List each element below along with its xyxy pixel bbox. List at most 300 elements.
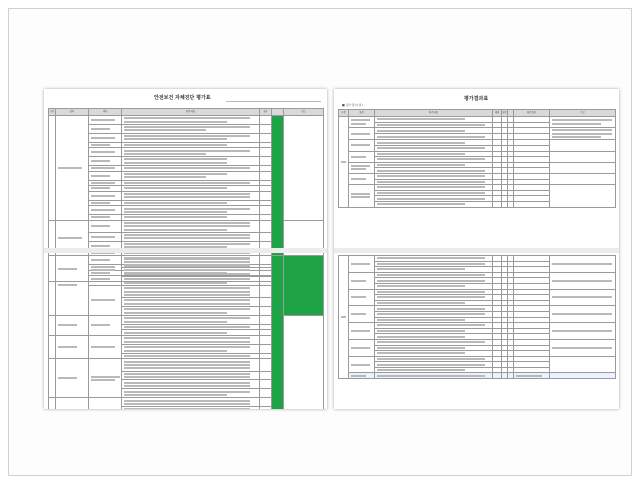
text-line bbox=[351, 168, 366, 170]
text-line bbox=[351, 165, 370, 167]
text-line bbox=[124, 243, 250, 245]
table-cell bbox=[514, 373, 550, 379]
text-line bbox=[377, 158, 485, 160]
text-line bbox=[124, 261, 250, 263]
text-line bbox=[552, 313, 612, 315]
table-cell bbox=[122, 157, 260, 166]
text-line bbox=[377, 291, 485, 293]
table-cell bbox=[260, 220, 272, 232]
text-line bbox=[552, 123, 601, 125]
table-cell bbox=[89, 191, 122, 200]
text-line bbox=[124, 321, 227, 323]
text-line bbox=[91, 379, 115, 381]
text-line bbox=[351, 119, 370, 121]
text-line bbox=[124, 150, 250, 152]
text-line bbox=[377, 186, 485, 188]
text-line bbox=[377, 302, 465, 304]
text-line bbox=[58, 346, 77, 348]
table-cell bbox=[122, 256, 260, 268]
table-cell bbox=[260, 389, 272, 398]
text-line bbox=[91, 236, 115, 238]
table-header-row bbox=[49, 109, 324, 116]
table-cell bbox=[260, 133, 272, 142]
table-cell bbox=[550, 306, 616, 323]
table-cell bbox=[89, 171, 122, 180]
text-line bbox=[351, 123, 366, 125]
table-cell bbox=[349, 256, 375, 273]
text-line bbox=[377, 192, 485, 194]
table-cell bbox=[122, 398, 260, 407]
text-line bbox=[91, 128, 110, 130]
table-cell bbox=[550, 339, 616, 356]
table-cell bbox=[260, 191, 272, 200]
text-line bbox=[124, 208, 250, 210]
table-cell bbox=[56, 336, 89, 359]
table-cell bbox=[349, 373, 375, 379]
text-line bbox=[377, 347, 465, 349]
text-line bbox=[377, 336, 465, 338]
text-line bbox=[91, 144, 110, 146]
text-line bbox=[124, 332, 227, 334]
text-line bbox=[124, 291, 250, 293]
text-line bbox=[351, 144, 370, 146]
table-cell bbox=[122, 380, 260, 389]
table-cell bbox=[550, 173, 616, 184]
header-cell bbox=[272, 109, 284, 116]
table-cell bbox=[89, 285, 122, 315]
table-cell bbox=[349, 323, 375, 340]
table-cell bbox=[550, 117, 616, 128]
table-cell bbox=[550, 151, 616, 162]
text-line bbox=[351, 347, 370, 349]
table-cell bbox=[122, 344, 260, 353]
result-sheet bbox=[334, 89, 619, 409]
table-cell bbox=[56, 359, 89, 398]
header-cell: 항목 bbox=[56, 109, 89, 116]
text-line bbox=[377, 274, 485, 276]
text-line bbox=[377, 324, 485, 326]
text-line bbox=[124, 196, 250, 198]
text-line bbox=[124, 202, 227, 204]
text-line bbox=[377, 118, 465, 120]
table-cell bbox=[550, 323, 616, 340]
text-line bbox=[124, 225, 250, 227]
text-line bbox=[124, 361, 250, 363]
text-line bbox=[124, 187, 227, 189]
text-line bbox=[552, 330, 612, 332]
text-line bbox=[91, 119, 115, 121]
text-line bbox=[124, 216, 227, 218]
text-line bbox=[124, 167, 250, 169]
table-cell bbox=[349, 173, 375, 184]
text-line bbox=[377, 375, 485, 377]
table-cell bbox=[89, 359, 122, 398]
table-cell bbox=[349, 151, 375, 162]
table-cell bbox=[284, 315, 324, 409]
header-cell: 배점 bbox=[493, 110, 502, 117]
text-line bbox=[377, 203, 465, 205]
text-line bbox=[351, 296, 366, 298]
text-line bbox=[124, 121, 227, 123]
table-cell bbox=[260, 380, 272, 389]
table-cell bbox=[49, 256, 56, 316]
text-line bbox=[377, 330, 465, 332]
header-cell: 점수 bbox=[502, 110, 508, 117]
table-cell bbox=[122, 407, 260, 409]
table-cell bbox=[550, 185, 616, 207]
table-cell bbox=[122, 133, 260, 142]
header-cell: 비고 bbox=[284, 109, 324, 116]
text-line bbox=[351, 133, 370, 135]
text-line bbox=[124, 278, 250, 280]
text-line bbox=[91, 187, 110, 189]
text-line bbox=[124, 364, 250, 366]
table-cell bbox=[122, 315, 260, 324]
text-line bbox=[377, 198, 485, 200]
table-cell bbox=[260, 359, 272, 371]
text-line bbox=[91, 182, 115, 184]
text-line bbox=[124, 341, 250, 343]
text-line bbox=[377, 285, 465, 287]
header-cell: 평가결과 bbox=[514, 110, 550, 117]
text-line bbox=[351, 263, 370, 265]
result-table-continued bbox=[338, 255, 616, 379]
text-line bbox=[552, 280, 612, 282]
text-line bbox=[124, 350, 227, 352]
table-cell bbox=[122, 148, 260, 157]
text-line bbox=[351, 196, 370, 198]
table-cell bbox=[89, 220, 122, 232]
table-cell bbox=[349, 185, 375, 207]
text-line bbox=[124, 376, 250, 378]
table-cell bbox=[349, 128, 375, 140]
text-line bbox=[377, 364, 485, 366]
text-line bbox=[91, 175, 110, 177]
table-cell bbox=[284, 116, 324, 221]
table-cell bbox=[260, 298, 272, 307]
text-line bbox=[552, 263, 612, 265]
table-cell bbox=[550, 140, 616, 151]
text-line bbox=[124, 355, 250, 357]
text-line bbox=[58, 324, 77, 326]
text-line bbox=[91, 299, 115, 301]
table-cell bbox=[122, 191, 260, 200]
table-cell bbox=[49, 116, 56, 221]
text-line bbox=[351, 280, 366, 282]
table-cell bbox=[56, 398, 89, 409]
text-line bbox=[552, 296, 612, 298]
table-cell bbox=[550, 256, 616, 273]
text-line bbox=[124, 400, 250, 402]
table-cell bbox=[89, 148, 122, 157]
total-row bbox=[339, 373, 616, 379]
text-line bbox=[124, 173, 227, 175]
table-cell bbox=[260, 336, 272, 345]
text-line bbox=[377, 147, 485, 149]
text-line bbox=[124, 408, 250, 409]
table-cell bbox=[260, 315, 272, 324]
table-cell bbox=[339, 117, 349, 208]
text-line bbox=[552, 119, 612, 121]
table-cell bbox=[260, 407, 272, 409]
text-line bbox=[377, 358, 485, 360]
table-cell bbox=[260, 344, 272, 353]
table-cell bbox=[375, 373, 493, 379]
table-cell bbox=[122, 268, 260, 277]
table-cell bbox=[122, 371, 260, 380]
text-line bbox=[124, 269, 250, 271]
text-line bbox=[377, 268, 465, 270]
text-line bbox=[351, 364, 370, 366]
text-line bbox=[91, 167, 115, 169]
table-cell bbox=[493, 373, 502, 379]
table-cell bbox=[122, 220, 260, 232]
text-line bbox=[351, 193, 370, 195]
table-cell bbox=[260, 371, 272, 380]
table-cell bbox=[260, 116, 272, 125]
text-line bbox=[124, 303, 250, 305]
text-line bbox=[377, 136, 485, 138]
text-line bbox=[91, 376, 120, 378]
text-line bbox=[91, 216, 110, 218]
table-cell bbox=[122, 359, 260, 371]
header-cell: 평가내용 bbox=[122, 109, 260, 116]
text-line bbox=[351, 330, 370, 332]
header-note bbox=[226, 101, 321, 102]
text-line bbox=[377, 170, 485, 172]
text-line bbox=[124, 294, 250, 296]
text-line bbox=[377, 124, 485, 126]
text-line bbox=[377, 263, 485, 265]
table-cell bbox=[260, 206, 272, 215]
text-line bbox=[351, 178, 366, 180]
table-cell bbox=[122, 285, 260, 297]
text-line bbox=[124, 317, 250, 319]
table-row bbox=[49, 116, 324, 125]
table-cell bbox=[122, 206, 260, 215]
table-cell bbox=[122, 336, 260, 345]
text-line bbox=[58, 167, 82, 169]
text-line bbox=[124, 299, 250, 301]
text-line bbox=[124, 308, 250, 310]
text-line bbox=[341, 161, 346, 163]
table-cell bbox=[349, 162, 375, 173]
text-line bbox=[377, 175, 485, 177]
table-cell bbox=[89, 124, 122, 133]
table-cell bbox=[89, 133, 122, 142]
text-line bbox=[124, 257, 250, 259]
text-line bbox=[124, 385, 250, 387]
page-break bbox=[44, 248, 327, 253]
text-line bbox=[377, 319, 465, 321]
text-line bbox=[124, 193, 250, 195]
table-cell bbox=[284, 256, 324, 316]
table-cell bbox=[349, 356, 375, 373]
text-line bbox=[91, 195, 115, 197]
text-line bbox=[91, 245, 110, 247]
text-line bbox=[124, 153, 206, 155]
text-line bbox=[516, 375, 542, 377]
text-line bbox=[91, 324, 110, 326]
text-line bbox=[91, 209, 115, 211]
text-line bbox=[124, 391, 250, 393]
text-line bbox=[91, 151, 115, 153]
table-cell bbox=[550, 162, 616, 173]
header-cell: 구분 bbox=[339, 110, 349, 117]
text-line bbox=[341, 316, 346, 318]
text-line bbox=[124, 234, 250, 236]
table-cell bbox=[260, 171, 272, 180]
table-cell bbox=[550, 272, 616, 289]
evaluation-sheet bbox=[44, 89, 327, 409]
table-cell bbox=[349, 140, 375, 151]
text-line bbox=[552, 133, 612, 135]
text-line bbox=[351, 156, 366, 158]
text-line bbox=[124, 237, 250, 239]
text-line bbox=[124, 394, 227, 396]
header-cell: 점수 bbox=[260, 109, 272, 116]
table-cell bbox=[375, 201, 493, 207]
table-cell bbox=[49, 315, 56, 335]
text-line bbox=[91, 137, 115, 139]
text-line bbox=[124, 382, 250, 384]
text-line bbox=[552, 129, 612, 131]
text-line bbox=[58, 377, 77, 379]
table-cell bbox=[89, 206, 122, 215]
table-cell bbox=[56, 315, 89, 335]
text-line bbox=[377, 308, 485, 310]
table-cell bbox=[260, 232, 272, 241]
text-line bbox=[58, 237, 82, 239]
header-cell: 세부 bbox=[89, 109, 122, 116]
text-line bbox=[124, 182, 250, 184]
text-line bbox=[377, 153, 465, 155]
table-cell bbox=[122, 232, 260, 241]
text-line bbox=[124, 264, 250, 266]
text-line bbox=[124, 337, 250, 339]
text-line bbox=[124, 144, 227, 146]
text-line bbox=[91, 225, 110, 227]
table-cell bbox=[349, 272, 375, 289]
table-row bbox=[49, 256, 324, 268]
text-line bbox=[124, 373, 250, 375]
table-cell bbox=[89, 398, 122, 409]
table-cell bbox=[122, 124, 260, 133]
table-cell bbox=[339, 256, 349, 379]
text-line bbox=[377, 296, 485, 298]
text-line bbox=[377, 257, 485, 259]
table-cell bbox=[89, 116, 122, 125]
text-line bbox=[351, 313, 366, 315]
sheet-title: 안전보건 자체진단 평가표 bbox=[154, 95, 211, 101]
table-cell bbox=[550, 289, 616, 306]
page-break bbox=[334, 248, 619, 253]
text-line bbox=[377, 313, 485, 315]
table-cell bbox=[89, 336, 122, 359]
table-cell bbox=[260, 285, 272, 297]
table-cell bbox=[493, 201, 502, 207]
text-line bbox=[124, 282, 227, 284]
table-cell bbox=[550, 356, 616, 373]
table-cell bbox=[349, 339, 375, 356]
table-header-row bbox=[339, 110, 616, 117]
table-cell bbox=[260, 398, 272, 407]
text-line bbox=[124, 138, 227, 140]
table-cell bbox=[260, 307, 272, 316]
text-line bbox=[124, 211, 227, 213]
table-cell bbox=[349, 117, 375, 128]
text-line bbox=[124, 403, 250, 405]
table-cell bbox=[260, 124, 272, 133]
table-cell bbox=[89, 157, 122, 166]
text-line bbox=[226, 101, 321, 102]
table-cell bbox=[89, 232, 122, 241]
table-cell bbox=[89, 315, 122, 335]
header-cell: 항목 bbox=[349, 110, 375, 117]
table-cell bbox=[272, 256, 284, 410]
text-line bbox=[124, 126, 250, 128]
table-cell bbox=[122, 171, 260, 180]
table-cell bbox=[122, 389, 260, 398]
table-cell bbox=[349, 289, 375, 306]
text-line bbox=[351, 375, 366, 377]
table-cell bbox=[260, 277, 272, 286]
text-line bbox=[91, 346, 115, 348]
text-line bbox=[377, 130, 465, 132]
text-line bbox=[124, 117, 250, 119]
table-cell bbox=[349, 306, 375, 323]
score-summary-label: ■ 평가점수(점) : bbox=[342, 103, 365, 107]
text-line bbox=[124, 312, 227, 314]
table-cell bbox=[260, 148, 272, 157]
text-line bbox=[91, 202, 110, 204]
table-cell bbox=[89, 256, 122, 286]
table-cell bbox=[260, 157, 272, 166]
table-cell bbox=[56, 256, 89, 316]
text-line bbox=[552, 347, 612, 349]
text-line bbox=[124, 162, 227, 164]
table-cell bbox=[260, 256, 272, 268]
table-cell bbox=[122, 298, 260, 307]
table-cell bbox=[550, 128, 616, 140]
text-line bbox=[91, 269, 115, 271]
text-line bbox=[377, 341, 485, 343]
table-cell bbox=[56, 116, 89, 221]
evaluation-table-continued bbox=[48, 255, 324, 409]
text-line bbox=[124, 222, 250, 224]
text-line bbox=[377, 181, 485, 183]
header-cell: 평가내용 bbox=[375, 110, 493, 117]
page-frame bbox=[8, 8, 632, 476]
header-cell: 비고 bbox=[550, 110, 616, 117]
table-cell bbox=[514, 201, 550, 207]
text-line bbox=[124, 229, 227, 231]
text-line bbox=[124, 273, 250, 275]
text-line bbox=[91, 160, 110, 162]
table-cell bbox=[49, 336, 56, 359]
text-line bbox=[124, 129, 206, 131]
table-cell bbox=[49, 359, 56, 398]
text-line bbox=[377, 352, 465, 354]
text-line bbox=[377, 280, 485, 282]
text-line bbox=[124, 326, 250, 328]
header-cell: 구분 bbox=[49, 109, 56, 116]
result-table bbox=[338, 109, 616, 208]
text-line bbox=[124, 287, 250, 289]
sheet-title: 평가결과표 bbox=[464, 96, 489, 102]
text-line bbox=[124, 158, 227, 160]
table-cell bbox=[260, 268, 272, 277]
